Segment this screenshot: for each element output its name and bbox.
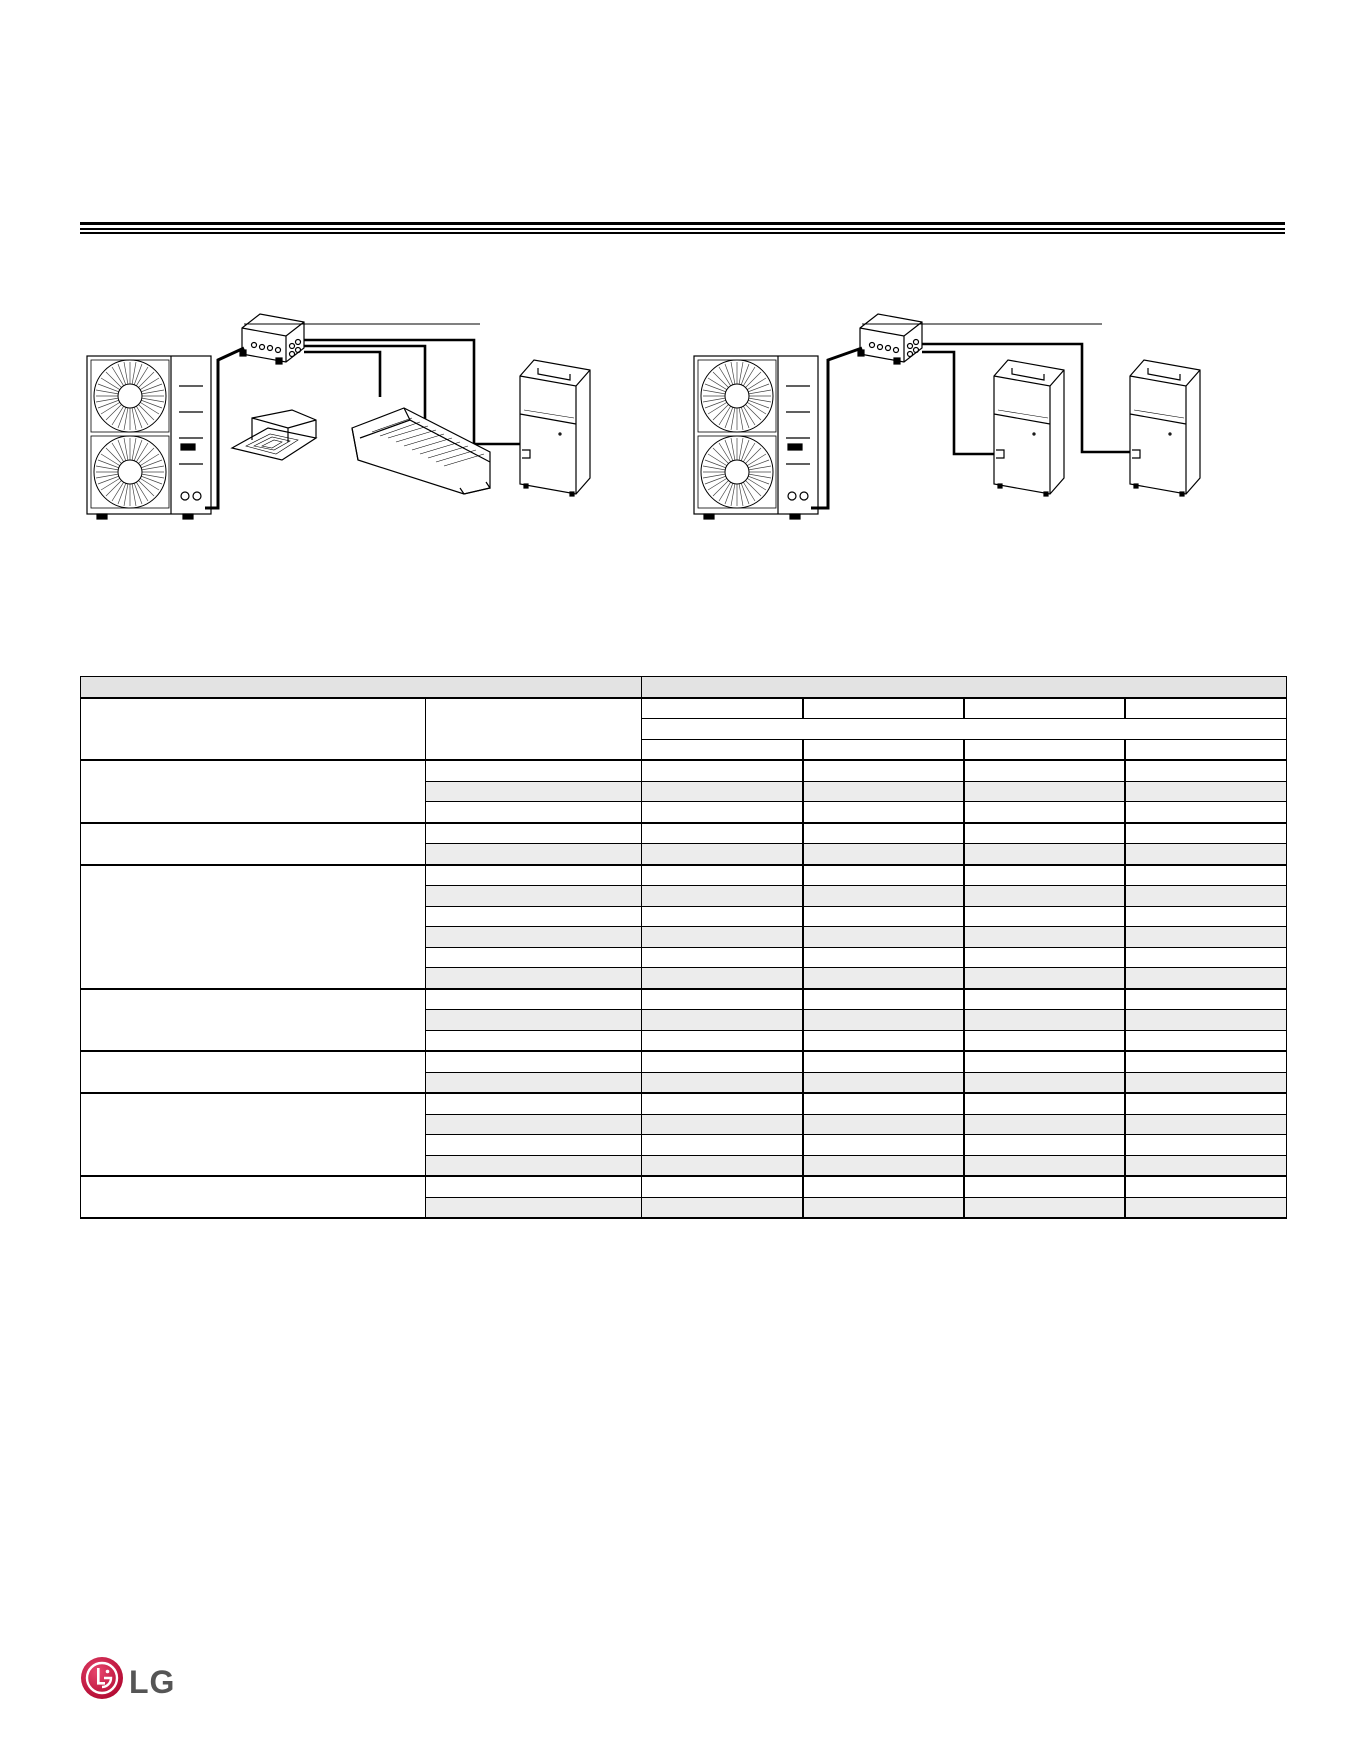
table-cell — [964, 802, 1125, 823]
header-rule-thick-lower — [80, 232, 1285, 234]
table-cell — [964, 781, 1125, 802]
model-cell — [803, 698, 964, 719]
table-cell — [1125, 968, 1287, 989]
table-row — [81, 865, 1287, 886]
table-cell — [1125, 927, 1287, 948]
row-sub-label — [426, 927, 642, 948]
row-sub-label — [426, 886, 642, 907]
table-cell — [964, 947, 1125, 968]
table-cell — [1125, 1135, 1287, 1156]
left-system-branch-box — [240, 314, 304, 364]
model-cell — [642, 739, 803, 760]
table-cell — [642, 1072, 803, 1093]
table-row — [81, 1093, 1287, 1114]
row-sub-label — [426, 1197, 642, 1218]
table-cell — [964, 823, 1125, 844]
table-cell — [803, 927, 964, 948]
row-group-label — [81, 760, 426, 823]
wall-mounted-unit — [352, 408, 490, 494]
table-cell — [964, 1176, 1125, 1197]
table-cell — [1125, 1114, 1287, 1135]
table-cell — [1125, 844, 1287, 865]
row-sub-label — [426, 844, 642, 865]
table-cell — [803, 781, 964, 802]
specification-table — [80, 676, 1287, 1219]
table-cell — [642, 844, 803, 865]
row-sub-label — [426, 1051, 642, 1072]
right-system-outdoor-unit — [694, 356, 818, 519]
row-sub-label — [426, 760, 642, 781]
table-cell — [642, 865, 803, 886]
combination-cell — [642, 719, 1287, 740]
table-cell — [1125, 1197, 1287, 1218]
model-cell — [1125, 698, 1287, 719]
table-cell — [964, 1114, 1125, 1135]
table-cell — [803, 844, 964, 865]
right-system-branch-box — [858, 314, 922, 364]
table-cell — [1125, 1176, 1287, 1197]
row-sub-label — [426, 968, 642, 989]
header-cell-right — [642, 677, 1287, 698]
table-cell — [964, 1010, 1125, 1031]
table-cell — [642, 1051, 803, 1072]
table-cell — [803, 1030, 964, 1051]
table-cell — [803, 1197, 964, 1218]
table-cell — [803, 1176, 964, 1197]
row-sub-label — [426, 906, 642, 927]
table-cell — [1125, 865, 1287, 886]
table-cell — [964, 1051, 1125, 1072]
row-sub-label — [426, 1155, 642, 1176]
table-cell — [803, 989, 964, 1010]
table-cell — [803, 968, 964, 989]
table-cell — [1125, 1051, 1287, 1072]
brand-name: LG — [129, 1664, 176, 1700]
table-cell — [803, 865, 964, 886]
table-cell — [642, 1114, 803, 1135]
table-cell — [642, 1030, 803, 1051]
table-cell — [1125, 823, 1287, 844]
table-cell — [803, 886, 964, 907]
table-cell — [964, 1030, 1125, 1051]
row-group-label — [81, 865, 426, 989]
table-cell — [642, 760, 803, 781]
table-cell — [964, 760, 1125, 781]
table-cell — [964, 1155, 1125, 1176]
row-sub-label — [426, 802, 642, 823]
table-cell — [1125, 760, 1287, 781]
header-rule-thin — [80, 228, 1285, 230]
row-sub-label — [426, 865, 642, 886]
left-system-outdoor-unit — [87, 356, 211, 519]
table-cell — [1125, 886, 1287, 907]
table-cell — [803, 1072, 964, 1093]
table-cell — [1125, 781, 1287, 802]
table-cell — [803, 947, 964, 968]
model-cell — [964, 698, 1125, 719]
table-cell — [964, 1197, 1125, 1218]
table-row — [81, 1051, 1287, 1072]
row-sub-label — [426, 1135, 642, 1156]
table-cell — [803, 1093, 964, 1114]
row-sub-label — [426, 989, 642, 1010]
table-cell — [642, 802, 803, 823]
row-group-label — [81, 823, 426, 865]
row-sub-label — [426, 1030, 642, 1051]
system-configuration-diagrams — [80, 280, 1290, 530]
table-cell — [642, 1176, 803, 1197]
table-cell — [964, 906, 1125, 927]
table-cell — [642, 1135, 803, 1156]
table-cell — [803, 802, 964, 823]
header-rule-thick — [80, 222, 1285, 225]
row-sub-label — [426, 1114, 642, 1135]
model-cell — [642, 698, 803, 719]
table-cell — [964, 927, 1125, 948]
table-cell — [803, 1155, 964, 1176]
subheader-unit-cell — [426, 698, 642, 761]
row-sub-label — [426, 1176, 642, 1197]
right-system-air-handler-1 — [994, 360, 1064, 496]
table-cell — [803, 1051, 964, 1072]
table-cell — [1125, 1093, 1287, 1114]
table-cell — [642, 886, 803, 907]
table-cell — [1125, 1155, 1287, 1176]
table-cell — [803, 906, 964, 927]
table-cell — [1125, 989, 1287, 1010]
table-cell — [964, 886, 1125, 907]
table-cell — [642, 947, 803, 968]
model-cell — [803, 739, 964, 760]
table-cell — [964, 989, 1125, 1010]
table-cell — [964, 844, 1125, 865]
table-cell — [964, 865, 1125, 886]
row-group-label — [81, 989, 426, 1052]
table-cell — [964, 1135, 1125, 1156]
table-cell — [642, 927, 803, 948]
table-cell — [642, 1010, 803, 1031]
table-cell — [803, 1010, 964, 1031]
table-cell — [642, 1093, 803, 1114]
right-system-air-handler-2 — [1130, 360, 1200, 496]
model-cell — [964, 739, 1125, 760]
row-sub-label — [426, 823, 642, 844]
table-cell — [642, 1197, 803, 1218]
table-row — [81, 760, 1287, 781]
table-cell — [1125, 1030, 1287, 1051]
table-cell — [964, 968, 1125, 989]
row-sub-label — [426, 781, 642, 802]
table-cell — [803, 1135, 964, 1156]
table-cell — [642, 823, 803, 844]
table-cell — [803, 1114, 964, 1135]
row-group-label — [81, 1051, 426, 1093]
table-subheader-row — [81, 698, 1287, 719]
table-cell — [1125, 1010, 1287, 1031]
header-cell-left — [81, 677, 642, 698]
table-cell — [1125, 802, 1287, 823]
table-cell — [803, 823, 964, 844]
table-cell — [1125, 906, 1287, 927]
row-sub-label — [426, 1072, 642, 1093]
table-cell — [964, 1093, 1125, 1114]
table-cell — [642, 1155, 803, 1176]
table-header-row — [81, 677, 1287, 698]
table-cell — [642, 989, 803, 1010]
table-cell — [642, 906, 803, 927]
table-cell — [642, 781, 803, 802]
table-row — [81, 1176, 1287, 1197]
table-cell — [803, 760, 964, 781]
table-row — [81, 823, 1287, 844]
table-row — [81, 989, 1287, 1010]
row-sub-label — [426, 1093, 642, 1114]
lg-logo-icon — [80, 1656, 124, 1700]
row-sub-label — [426, 947, 642, 968]
table-cell — [1125, 1072, 1287, 1093]
table-cell — [964, 1072, 1125, 1093]
table-cell — [642, 968, 803, 989]
model-cell — [1125, 739, 1287, 760]
ceiling-cassette-unit — [232, 410, 316, 460]
table-cell — [1125, 947, 1287, 968]
subheader-label-cell — [81, 698, 426, 761]
left-system-air-handler — [520, 360, 590, 496]
row-sub-label — [426, 1010, 642, 1031]
row-group-label — [81, 1176, 426, 1218]
row-group-label — [81, 1093, 426, 1176]
